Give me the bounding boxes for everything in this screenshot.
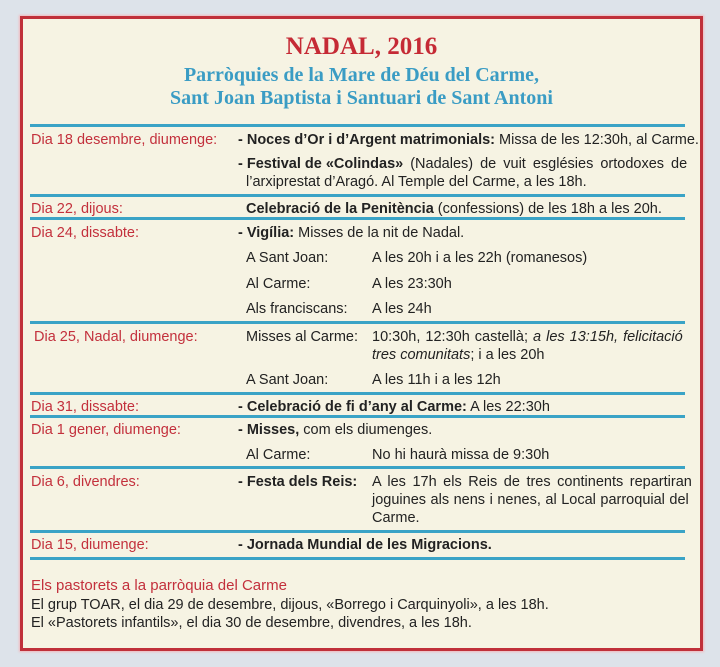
event-title: - Noces d’Or i d’Argent matrimonials: [238,132,496,148]
day-label: Dia 1 gener, diumenge: [31,422,181,438]
location-label: Al Carme: [246,447,311,463]
event-title: - Festa dels Reis: [238,474,358,490]
pastorets-title: Els pastorets a la parròquia del Carme [31,577,287,594]
event-title: - Misses, [238,422,300,438]
location-label: Al Carme: [246,276,311,292]
event-misses [238,421,432,439]
divider [30,124,685,127]
event-penitencia [246,200,662,218]
event-detail: Carme. [372,510,420,526]
event-detail: Missa de les 12:30h, al Carme. [495,132,699,148]
day-label: Dia 18 desembre, diumenge: [31,132,218,148]
location-time: No hi haurà missa de 9:30h [372,447,550,463]
location-label: Als franciscans: [246,301,348,317]
subtitle-line-1: Parròquies de la Mare de Déu del Carme, [183,64,540,86]
event-detail: l’arxiprestat d’Aragó. Al Temple del Carme, a les 18h. [246,174,587,190]
event-detail: joguines als nens i nenes, al Local parroquial del [372,492,689,508]
event-detail: (confessions) de les 18h a les 20h. [433,201,662,217]
event-fi-any [238,398,550,416]
location-label: Misses al Carme: [246,329,358,345]
event-reis [238,473,357,491]
event-title: - Festival de «Colindas» [238,156,404,172]
notice-frame [20,16,703,651]
event-migracions [238,536,492,554]
location-time: A les 20h i a les 22h (romanesos) [372,250,588,266]
mass-times: 10:30h, 12:30h castellà; [372,329,534,345]
event-title: - Jornada Mundial de les Migracions. [238,537,492,553]
pastorets-line: El «Pastorets infantils», el dia 30 de desembre, divendres, a les 18h. [31,615,472,631]
day-label: Dia 22, dijous: [31,201,123,217]
day-label: Dia 15, diumenge: [31,537,149,553]
page-title: NADAL, 2016 [285,33,438,60]
event-noces [238,131,699,149]
event-title: - Celebració de fi d’any al Carme: [238,399,467,415]
day-label: Dia 24, dissabte: [31,225,140,241]
divider [30,321,685,324]
event-detail: com els diumenges. [299,422,433,438]
event-title: - Vigília: [238,225,295,241]
event-detail: A les 22:30h [466,399,550,415]
subtitle-line-2: Sant Joan Baptista i Santuari de Sant Antoni [170,87,553,109]
day-label: Dia 31, dissabte: [31,399,140,415]
location-label: A Sant Joan: [246,372,329,388]
location-time [372,346,545,364]
location-time: A les 11h i a les 12h [372,372,501,388]
location-label: A Sant Joan: [246,250,329,266]
event-title: Celebració de la Penitència [246,201,434,217]
divider [30,194,685,197]
day-label: Dia 25, Nadal, diumenge: [34,329,198,345]
day-label: Dia 6, divendres: [31,474,140,490]
event-festival [238,155,687,173]
pastorets-line: El grup TOAR, el dia 29 de desembre, dijous, «Borrego i Carquinyoli», a les 18h. [31,597,549,613]
event-vigilia [238,224,464,242]
location-time [372,328,683,346]
divider [30,392,685,395]
event-detail: (Nadales) de vuit esglésies ortodoxes de [403,156,688,172]
divider [30,530,685,533]
divider [30,557,685,560]
event-detail: A les 17h els Reis de tres continents repartiran [372,474,692,490]
divider [30,466,685,469]
location-time: A les 23:30h [372,276,452,292]
event-detail: Misses de la nit de Nadal. [294,225,465,241]
location-time: A les 24h [372,301,432,317]
mass-times: ; i a les 20h [470,347,545,363]
mass-note: a les 13:15h, felicitació [533,329,683,345]
mass-note: tres comunitats [372,347,471,363]
